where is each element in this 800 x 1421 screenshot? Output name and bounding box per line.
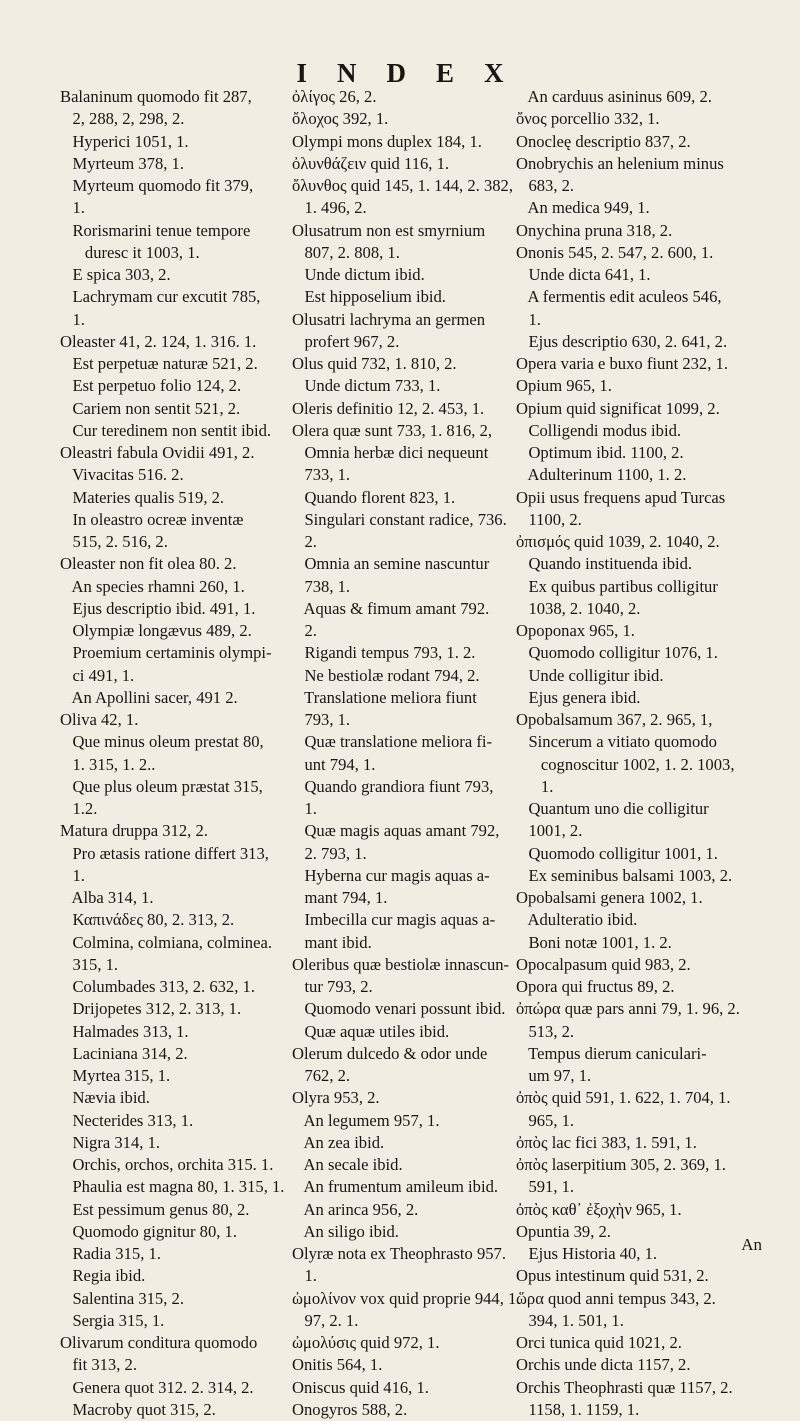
index-entry: Aquas & fimum amant 792. bbox=[292, 598, 490, 618]
index-entry: 1. bbox=[60, 198, 85, 218]
index-entry: 1. bbox=[516, 776, 554, 796]
index-entry: 1001, 2. bbox=[516, 821, 583, 841]
index-entry: ὀλυνθάζειν quid 116, 1. bbox=[292, 153, 450, 173]
index-entry: Hyberna cur magis aquas a- bbox=[292, 865, 490, 885]
index-entry: 1. 315, 1. 2.. bbox=[60, 754, 156, 774]
index-entry: Laciniana 314, 2. bbox=[60, 1043, 188, 1063]
index-entry: ci 491, 1. bbox=[60, 665, 135, 685]
index-entry: An secale ibid. bbox=[292, 1155, 403, 1174]
index-entry: Oleribus quæ bestiolæ innascun- bbox=[292, 954, 510, 974]
index-entry: Unde dictum ibid. bbox=[292, 265, 425, 284]
index-entry: Macroby quot 315, 2. bbox=[60, 1399, 216, 1419]
index-entry: Ejus genera ibid. bbox=[516, 687, 641, 707]
index-entry: Oleastri fabula Ovidii 491, 2. bbox=[60, 443, 255, 462]
index-entry: Quando grandiora fiunt 793, bbox=[292, 776, 494, 796]
index-entry: Boni notæ 1001, 1. 2. bbox=[516, 932, 672, 952]
index-entry: 2, 288, 2, 298, 2. bbox=[60, 109, 185, 129]
index-entry: 807, 2. 808, 1. bbox=[292, 242, 400, 262]
index-entry: Opium quid significat 1099, 2. bbox=[516, 398, 720, 418]
index-entry: Unde dictum 733, 1. bbox=[292, 376, 441, 396]
index-entry: Halmades 313, 1. bbox=[60, 1021, 189, 1041]
index-entry: Sincerum a vitiato quomodo bbox=[516, 732, 717, 752]
index-entry: Opocalpasum quid 983, 2. bbox=[516, 954, 691, 974]
index-entry: 515, 2. 516, 2. bbox=[60, 532, 168, 551]
index-entry: Opoponax 965, 1. bbox=[516, 621, 635, 640]
index-entry: 1. bbox=[516, 309, 541, 329]
index-entry: Olympi mons duplex 184, 1. bbox=[292, 131, 482, 151]
index-entry: ὥρα quod anni tempus 343, 2. bbox=[516, 1288, 716, 1308]
index-entry: Orchis Theophrasti quæ 1157, 2. bbox=[516, 1377, 733, 1397]
index-entry: 762, 2. bbox=[292, 1066, 351, 1085]
index-entry: Onogyros 588, 2. bbox=[292, 1399, 408, 1419]
index-entry: Omnia an semine nascuntur bbox=[292, 554, 490, 574]
index-entry: Quando florent 823, 1. bbox=[292, 487, 456, 507]
index-entry: Phaulia est magna 80, 1. 315, 1. bbox=[60, 1177, 285, 1197]
index-entry: Oleaster non fit olea 80. 2. bbox=[60, 554, 237, 574]
index-entry: fit 313, 2. bbox=[60, 1355, 137, 1375]
index-entry: Adulteratio ibid. bbox=[516, 910, 638, 930]
index-entry: 793, 1. bbox=[292, 710, 351, 729]
index-entry: Myrteum quomodo fit 379, bbox=[60, 176, 254, 195]
index-entry: Orchis unde dicta 1157, 2. bbox=[516, 1355, 691, 1375]
index-entry: 1158, 1. 1159, 1. bbox=[516, 1399, 640, 1419]
index-entry: An zea ibid. bbox=[292, 1132, 385, 1152]
index-entry: E spica 303, 2. bbox=[60, 265, 171, 284]
index-entry: Regia ibid. bbox=[60, 1266, 146, 1286]
index-entry: Radia 315, 1. bbox=[60, 1244, 161, 1263]
index-entry: ὄλοχος 392, 1. bbox=[292, 109, 389, 129]
index-entry: Myrtea 315, 1. bbox=[60, 1066, 171, 1085]
index-entry: Cariem non sentit 521, 2. bbox=[60, 398, 241, 418]
index-entry: Olerum dulcedo & odor unde bbox=[292, 1043, 488, 1063]
index-entry: ὠμολύσις quid 972, 1. bbox=[292, 1333, 440, 1352]
index-entry: Quomodo colligitur 1001, 1. bbox=[516, 843, 718, 863]
index-entry: Oleris definitio 12, 2. 453, 1. bbox=[292, 398, 485, 418]
index-entry: Que plus oleum præstat 315, bbox=[60, 776, 263, 796]
index-entry: Opuntia 39, 2. bbox=[516, 1221, 611, 1241]
index-entry: 2. 793, 1. bbox=[292, 843, 367, 863]
index-entry: ὀπώρα quæ pars anni 79, 1. 96, 2. bbox=[516, 999, 740, 1019]
index-entry: Olusatrum non est smyrnium bbox=[292, 220, 486, 240]
index-entry: Materies qualis 519, 2. bbox=[60, 487, 225, 507]
index-entry: Nigra 314, 1. bbox=[60, 1132, 161, 1152]
index-entry: Est perpetuo folio 124, 2. bbox=[60, 376, 242, 396]
index-entry: Rigandi tempus 793, 1. 2. bbox=[292, 643, 476, 663]
index-entry: Tempus dierum caniculari- bbox=[516, 1043, 707, 1063]
index-entry: 1. bbox=[292, 1266, 317, 1286]
index-entry: Balaninum quomodo fit 287, bbox=[60, 87, 252, 106]
index-entry: ὄνος porcellio 332, 1. bbox=[516, 109, 660, 129]
index-entry: Ejus Historia 40, 1. bbox=[516, 1244, 658, 1263]
index-entry: Opera varia e buxo fiunt 232, 1. bbox=[516, 354, 728, 373]
index-entry: cognoscitur 1002, 1. 2. 1003, bbox=[516, 754, 735, 774]
index-entry: Unde dicta 641, 1. bbox=[516, 265, 651, 284]
index-entry: An species rhamni 260, 1. bbox=[60, 576, 245, 596]
index-entry: Oleaster 41, 2. 124, 1. 316. 1. bbox=[60, 331, 257, 351]
catchword: An bbox=[741, 1235, 762, 1254]
index-entry: ὀπὸς laserpitium 305, 2. 369, 1. bbox=[516, 1155, 726, 1174]
index-entry: Myrteum 378, 1. bbox=[60, 153, 184, 173]
index-entry: 394, 1. 501, 1. bbox=[516, 1310, 624, 1330]
index-column-3 bbox=[516, 86, 776, 1421]
index-entry: 315, 1. bbox=[60, 954, 119, 974]
index-entry: Est hipposelium ibid. bbox=[292, 287, 446, 307]
index-entry: profert 967, 2. bbox=[292, 331, 400, 351]
index-entry: Quæ translatione meliora fi- bbox=[292, 732, 492, 752]
index-entry: 1. bbox=[292, 799, 317, 818]
index-entry: 1. bbox=[60, 865, 85, 885]
index-entry: An carduus asininus 609, 2. bbox=[516, 87, 712, 106]
index-entry: Singulari constant radice, 736. bbox=[292, 509, 507, 529]
index-entry: duresc it 1003, 1. bbox=[60, 242, 200, 262]
index-column-1 bbox=[60, 86, 285, 1421]
index-entry: Vivacitas 516. 2. bbox=[60, 465, 184, 485]
index-entry: An frumentum amileum ibid. bbox=[292, 1177, 499, 1197]
index-entry: Oniscus quid 416, 1. bbox=[292, 1377, 429, 1397]
index-entry: Proemium certaminis olympi- bbox=[60, 643, 272, 663]
index-entry: Ononis 545, 2. 547, 2. 600, 1. bbox=[516, 242, 714, 262]
index-entry: Onocleę descriptio 837, 2. bbox=[516, 131, 691, 151]
index-entry: Alba 314, 1. bbox=[60, 888, 154, 907]
index-entry: Adulterinum 1100, 1. 2. bbox=[516, 465, 687, 485]
index-entry: Quantum uno die colligitur bbox=[516, 799, 709, 818]
index-entry: Opobalsami genera 1002, 1. bbox=[516, 888, 703, 907]
index-entry: Orchis, orchos, orchita 315. 1. bbox=[60, 1155, 274, 1174]
index-entry: tur 793, 2. bbox=[292, 977, 373, 996]
index-entry: 591, 1. bbox=[516, 1177, 575, 1197]
index-entry: mant ibid. bbox=[292, 932, 372, 952]
page-header: INDEX bbox=[296, 58, 534, 88]
index-entry: Opii usus frequens apud Turcas bbox=[516, 487, 726, 507]
index-entry: 1.2. bbox=[60, 799, 98, 818]
index-entry: Quomodo venari possunt ibid. bbox=[292, 999, 506, 1019]
index-entry: Necterides 313, 1. bbox=[60, 1110, 194, 1130]
index-entry: 738, 1. bbox=[292, 576, 351, 596]
index-entry: Olivarum conditura quomodo bbox=[60, 1333, 258, 1352]
index-entry: Olera quæ sunt 733, 1. 816, 2, bbox=[292, 420, 493, 440]
index-entry: mant 794, 1. bbox=[292, 888, 388, 907]
index-entry: Genera quot 312. 2. 314, 2. bbox=[60, 1377, 254, 1397]
index-entry: Ex quibus partibus colligitur bbox=[516, 576, 718, 596]
index-entry: Opora qui fructus 89, 2. bbox=[516, 977, 675, 996]
index-entry: Colmina, colmiana, colminea. bbox=[60, 932, 272, 952]
index-entry: In oleastro ocreæ inventæ bbox=[60, 509, 244, 529]
index-entry: 2. bbox=[292, 621, 317, 640]
index-entry: An medica 949, 1. bbox=[516, 198, 650, 218]
index-entry: Quæ aquæ utiles ibid. bbox=[292, 1021, 450, 1041]
index-entry: Translatione meliora fiunt bbox=[292, 687, 477, 707]
index-entry: Optimum ibid. 1100, 2. bbox=[516, 443, 684, 462]
index-entry: Imbecilla cur magis aquas a- bbox=[292, 910, 496, 930]
index-entry: Quæ magis aquas amant 792, bbox=[292, 821, 500, 841]
index-entry: Sergia 315, 1. bbox=[60, 1310, 165, 1330]
index-entry: Omnia herbæ dici nequeunt bbox=[292, 443, 489, 462]
index-entry: 97, 2. 1. bbox=[292, 1310, 359, 1330]
index-entry: 733, 1. bbox=[292, 465, 351, 485]
index-entry: Onychina pruna 318, 2. bbox=[516, 220, 673, 240]
index-entry: Cur teredinem non sentit ibid. bbox=[60, 420, 272, 440]
index-entry: An siligo ibid. bbox=[292, 1221, 399, 1241]
index-entry: Ex seminibus balsami 1003, 2. bbox=[516, 865, 733, 885]
index-entry: Columbades 313, 2. 632, 1. bbox=[60, 977, 255, 996]
index-entry: um 97, 1. bbox=[516, 1066, 592, 1085]
index-entry: 965, 1. bbox=[516, 1110, 575, 1130]
index-entry: Nævia ibid. bbox=[60, 1088, 150, 1108]
index-entry: Quomodo gignitur 80, 1. bbox=[60, 1221, 237, 1241]
index-column-2 bbox=[292, 86, 521, 1421]
index-entry: Opus intestinum quid 531, 2. bbox=[516, 1266, 709, 1286]
index-entry: Est pessimum genus 80, 2. bbox=[60, 1199, 250, 1219]
index-entry: ὀπὸς καθ᾽ ἐξοχὴν 965, 1. bbox=[516, 1199, 682, 1219]
index-entry: Que minus oleum prestat 80, bbox=[60, 732, 264, 752]
index-entry: Lachrymam cur excutit 785, bbox=[60, 287, 261, 307]
index-entry: 1038, 2. 1040, 2. bbox=[516, 598, 641, 618]
index-entry: Orci tunica quid 1021, 2. bbox=[516, 1333, 682, 1352]
index-entry: 513, 2. bbox=[516, 1021, 575, 1041]
index-entry: Ejus descriptio ibid. 491, 1. bbox=[60, 598, 256, 618]
index-entry: Onitis 564, 1. bbox=[292, 1355, 383, 1375]
index-entry: Rorismarini tenue tempore bbox=[60, 220, 251, 240]
index-entry: 1. bbox=[60, 309, 85, 329]
index-entry: Ne bestiolæ rodant 794, 2. bbox=[292, 665, 480, 685]
index-entry: An Apollini sacer, 491 2. bbox=[60, 687, 238, 707]
index-entry: ὄλυνθος quid 145, 1. 144, 2. 382, bbox=[292, 176, 513, 195]
index-entry: Olus quid 732, 1. 810, 2. bbox=[292, 354, 457, 373]
index-entry: Olyræ nota ex Theophrasto 957. bbox=[292, 1244, 506, 1263]
index-entry: Est perpetuæ naturæ 521, 2. bbox=[60, 354, 258, 373]
index-entry: 1. 496, 2. bbox=[292, 198, 367, 218]
index-entry: An legumem 957, 1. bbox=[292, 1110, 440, 1130]
index-entry: ὀπισμός quid 1039, 2. 1040, 2. bbox=[516, 532, 720, 551]
index-entry: Matura druppa 312, 2. bbox=[60, 821, 208, 841]
index-entry: unt 794, 1. bbox=[292, 754, 376, 774]
index-entry: Καπινάδες 80, 2. 313, 2. bbox=[60, 910, 235, 930]
index-entry: A fermentis edit aculeos 546, bbox=[516, 287, 722, 307]
index-entry: ὠμολίνον vox quid proprie 944, 1. bbox=[292, 1288, 521, 1308]
index-entry: Opobalsamum 367, 2. 965, 1, bbox=[516, 710, 713, 729]
index-entry: Olyra 953, 2. bbox=[292, 1088, 380, 1108]
index-entry: Drijopetes 312, 2. 313, 1. bbox=[60, 999, 242, 1019]
index-entry: Salentina 315, 2. bbox=[60, 1288, 184, 1308]
index-entry: 2. bbox=[292, 532, 317, 551]
index-entry: Olympiæ longævus 489, 2. bbox=[60, 621, 252, 640]
index-entry: ὀπὸς quid 591, 1. 622, 1. 704, 1. bbox=[516, 1088, 731, 1108]
index-entry: Hyperici 1051, 1. bbox=[60, 131, 189, 151]
index-entry: Ejus descriptio 630, 2. 641, 2. bbox=[516, 331, 728, 351]
index-entry: Oliva 42, 1. bbox=[60, 710, 139, 729]
index-entry: 683, 2. bbox=[516, 176, 575, 195]
index-entry: Pro ætasis ratione differt 313, bbox=[60, 843, 269, 863]
index-entry: Quando instituenda ibid. bbox=[516, 554, 693, 574]
index-entry: 1100, 2. bbox=[516, 509, 582, 529]
index-entry: ὀλίγος 26, 2. bbox=[292, 87, 377, 106]
index-entry: Unde colligitur ibid. bbox=[516, 665, 664, 685]
index-entry: Onobrychis an helenium minus bbox=[516, 153, 724, 173]
index-entry: Olusatri lachryma an germen bbox=[292, 309, 486, 329]
index-entry: An arinca 956, 2. bbox=[292, 1199, 419, 1219]
index-entry: Opium 965, 1. bbox=[516, 376, 612, 396]
index-entry: ὀπὸς lac fici 383, 1. 591, 1. bbox=[516, 1132, 697, 1152]
index-entry: Colligendi modus ibid. bbox=[516, 420, 682, 440]
index-entry: Quomodo colligitur 1076, 1. bbox=[516, 643, 718, 663]
